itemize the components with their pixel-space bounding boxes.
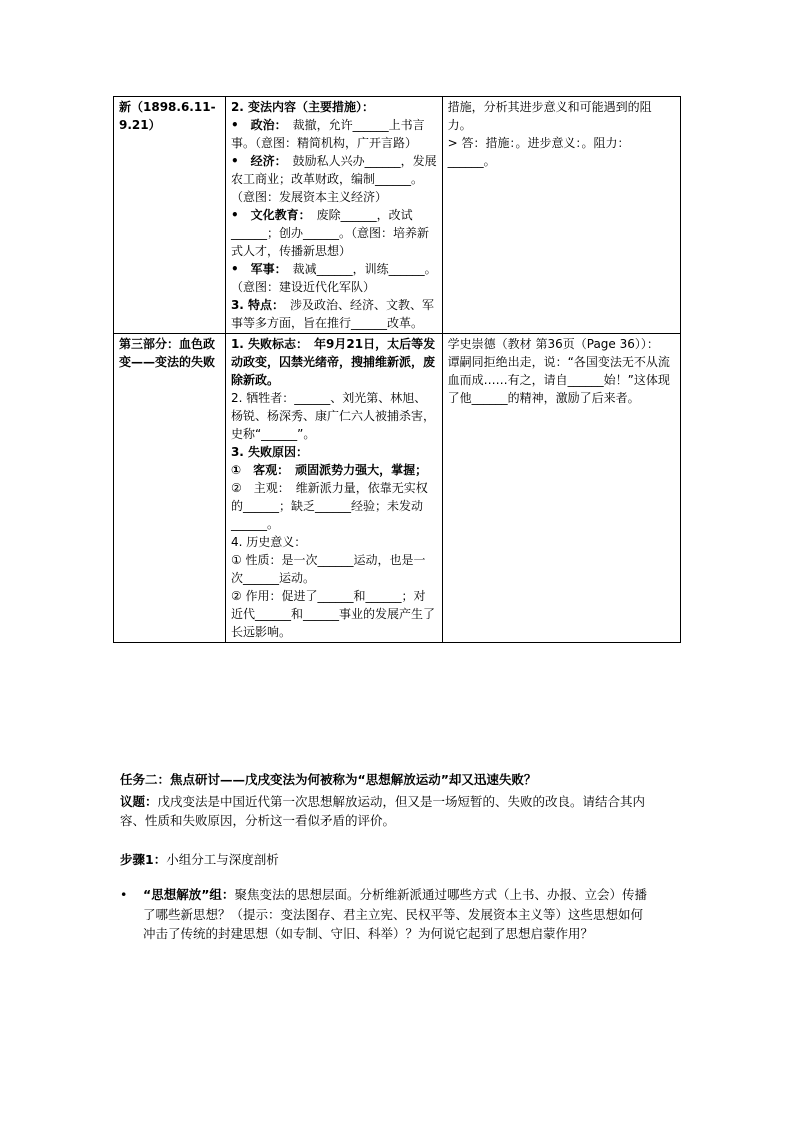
significance-heading: 4. 历史意义： [230,535,307,549]
history-virtue-text: 学史崇德（教材 第36页（Page 36））： 谭嗣同拒绝出走，说：“各国变法无不从流血而成……有之，请自______始！”这体现了他______的精神，激励了后来者。 [447,337,670,405]
economy-text: 鼓励私人兴办______，发展农工商业；改革财政，编制______。（意图：发展资本主义经济） [230,154,437,204]
topic-label: 议题： [120,794,158,809]
bullet-icon: • [120,887,128,902]
table-cell-analysis [442,97,680,334]
feature-label: 3. 特点： [230,298,279,312]
step1-label: 步骤1： [120,852,167,867]
table-cell-stage [114,97,226,334]
list-item [120,885,653,944]
reason-objective: ① 客观： 顽固派势力强大，掌握； [230,463,428,477]
analysis-prompt: 措施，分析其进步意义和可能遇到的阻力。 [447,100,652,132]
table-cell-analysis [442,334,680,643]
reform-content-heading: 2. 变法内容（主要措施）： [230,100,375,114]
topic-text: 戊戌变法是中国近代第一次思想解放运动，但又是一场短暂的、失败的改良。请结合其内容、性质和失败原因，分析这一看似矛盾的评价。 [120,794,646,828]
table-cell-stage [114,334,226,643]
lesson-table [113,96,681,643]
stage-label: 第三部分：血色政变——变法的失败 [119,337,216,369]
table-cell-content [225,97,442,334]
failure-reasons-heading: 3. 失败原因： [230,445,309,459]
politics-item [231,116,437,152]
politics-label: • 政治： [230,118,281,132]
stage-label: 新（1898.6.11-9.21） [119,100,216,132]
feature-text: 涉及政治、经济、文教、军事等多方面，旨在推行______改革。 [230,298,435,330]
culture-item [231,206,437,260]
reason-subjective: ② 主观： 维新派力量，依靠无实权的______；缺乏______经验；未发动______。 [230,481,428,531]
economy-label: • 经济： [230,154,281,168]
culture-text: 废除______，改试______；创办______。（意图：培养新式人才，传播新思想） [230,208,429,258]
failure-sign: 1. 失败标志： 年9月21日，太后等发动政变，囚禁光绪帝，搜捕维新派，废除新政。 [230,337,436,387]
step1-text: 小组分工与深度剖析 [166,852,279,867]
military-text: 裁减______，训练______。（意图：建设近代化军队） [230,262,437,294]
nature: ① 性质：是一次______运动，也是一次______运动。 [230,553,426,585]
effect: ② 作用：促进了______和______；对近代______和______事业的发展产生了长远影响。 [230,589,435,639]
step1-heading [120,850,660,869]
analysis-answer: > 答：措施：。进步意义：。阻力：______。 [447,136,630,168]
victims: 2. 牺牲者：______、刘光第、林旭、杨锐、杨深秀、康广仁六人被捕杀害，史称“______”。 [230,391,435,441]
table-cell-content [225,334,442,643]
group-label: “思想解放”组： [143,887,235,902]
military-item [231,260,437,296]
feature-item [231,296,437,332]
military-label: • 军事： [230,262,281,276]
table-row [114,334,681,643]
task2-title: 任务二：焦点研讨——戊戌变法为何被称为“思想解放运动”却又迅速失败？ [120,772,537,787]
table-row [114,97,681,334]
culture-label: • 文化教育： [230,208,305,222]
group-text: 聚焦变法的思想层面。分析维新派通过哪些方式（上书、办报、立会）传播了哪些新思想？（提示：变法图存、君主立宪、民权平等、发展资本主义等）这些思想如何冲击了传统的封建思想（如专制、守旧、科举）？为何说它起到了思想启蒙作用？ [143,887,647,941]
task2-topic [120,792,660,830]
economy-item [231,152,437,206]
politics-text: 裁撤，允许______上书言事。（意图：精简机构，广开言路） [230,118,425,150]
